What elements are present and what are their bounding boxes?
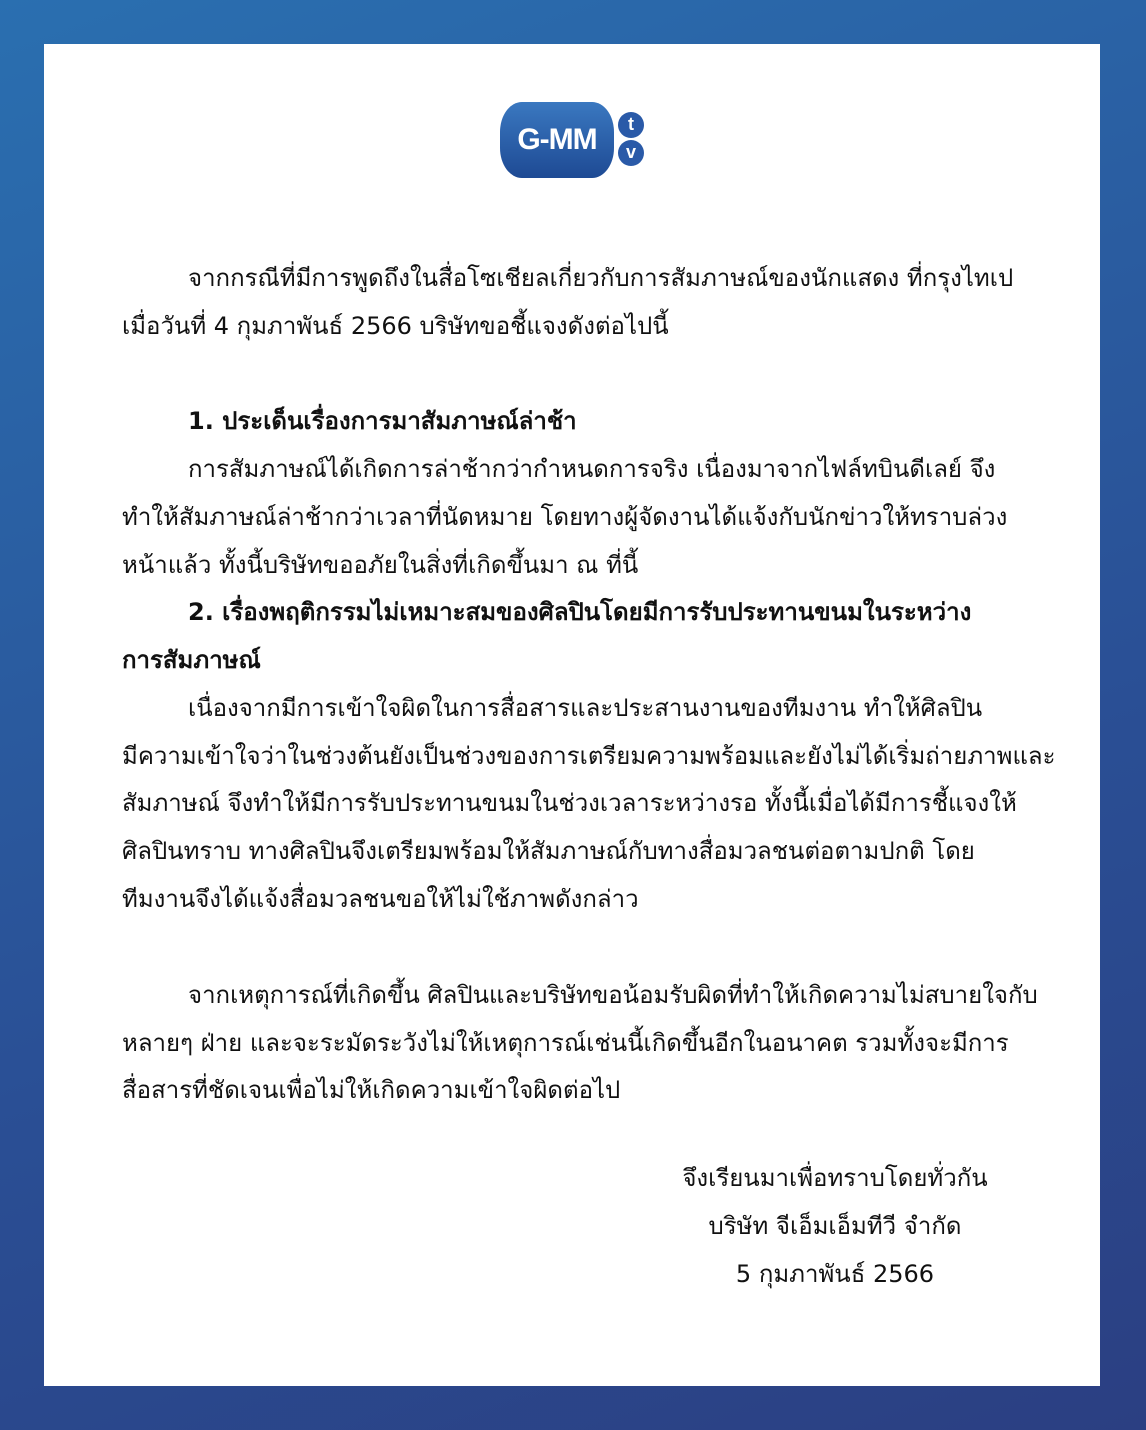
section2-heading: การสัมภาษณ์	[122, 646, 261, 674]
logo-badge-v: v	[618, 140, 644, 166]
intro-line: จากกรณีที่มีการพูดถึงในสื่อโซเชียลเกี่ยวกับการสัมภาษณ์ของนักแสดง ที่กรุงไทเป	[188, 264, 1014, 292]
section1-line: การสัมภาษณ์ได้เกิดการล่าช้ากว่ากำหนดการจริง เนื่องมาจากไฟล์ทบินดีเลย์ จึง	[188, 455, 996, 483]
section1-heading: 1. ประเด็นเรื่องการมาสัมภาษณ์ล่าช้า	[188, 407, 577, 435]
section2-line: ทีมงานจึงได้แจ้งสื่อมวลชนขอให้ไม่ใช้ภาพดังกล่าว	[122, 885, 639, 913]
logo-wordmark: G-MM	[500, 102, 614, 178]
section2-line: ศิลปินทราบ ทางศิลปินจึงเตรียมพร้อมให้สัมภาษณ์กับทางสื่อมวลชนต่อตามปกติ โดย	[122, 837, 975, 865]
logo-badge-t: t	[618, 112, 644, 138]
signature-company: บริษัท จีเอ็มเอ็มทีวี จำกัด	[708, 1212, 962, 1240]
closing-line: จากเหตุการณ์ที่เกิดขึ้น ศิลปินและบริษัทขอน้อมรับผิดที่ทำให้เกิดความไม่สบายใจกับ	[188, 981, 1038, 1009]
section1-line: ทำให้สัมภาษณ์ล่าช้ากว่าเวลาที่นัดหมาย โดยทางผู้จัดงานได้แจ้งกับนักข่าวให้ทราบล่วง	[122, 503, 1008, 531]
closing-line: สื่อสารที่ชัดเจนเพื่อไม่ให้เกิดความเข้าใจผิดต่อไป	[122, 1076, 621, 1104]
section2-line: มีความเข้าใจว่าในช่วงต้นยังเป็นช่วงของการเตรียมความพร้อมและยังไม่ได้เริ่มถ่ายภาพและ	[122, 742, 1056, 770]
section2-line: สัมภาษณ์ จึงทำให้มีการรับประทานขนมในช่วงเวลาระหว่างรอ ทั้งนี้เมื่อได้มีการชี้แจงให้	[122, 789, 1017, 817]
gmmtv-logo	[500, 100, 650, 182]
intro-line: เมื่อวันที่ 4 กุมภาพันธ์ 2566 บริษัทขอชี้แจงดังต่อไปนี้	[122, 312, 669, 340]
closing-line: หลายๆ ฝ่าย และจะระมัดระวังไม่ให้เหตุการณ์เช่นนี้เกิดขึ้นอีกในอนาคต รวมทั้งจะมีการ	[122, 1029, 1009, 1057]
section1-line: หน้าแล้ว ทั้งนี้บริษัทขออภัยในสิ่งที่เกิดขึ้นมา ณ ที่นี้	[122, 551, 639, 579]
section2-heading: 2. เรื่องพฤติกรรมไม่เหมาะสมของศิลปินโดยมีการรับประทานขนมในระหว่าง	[188, 598, 972, 626]
signature-date: 5 กุมภาพันธ์ 2566	[735, 1260, 935, 1288]
section2-line: เนื่องจากมีการเข้าใจผิดในการสื่อสารและประสานงานของทีมงาน ทำให้ศิลปิน	[188, 694, 983, 722]
signature-greeting: จึงเรียนมาเพื่อทราบโดยทั่วกัน	[682, 1164, 988, 1192]
